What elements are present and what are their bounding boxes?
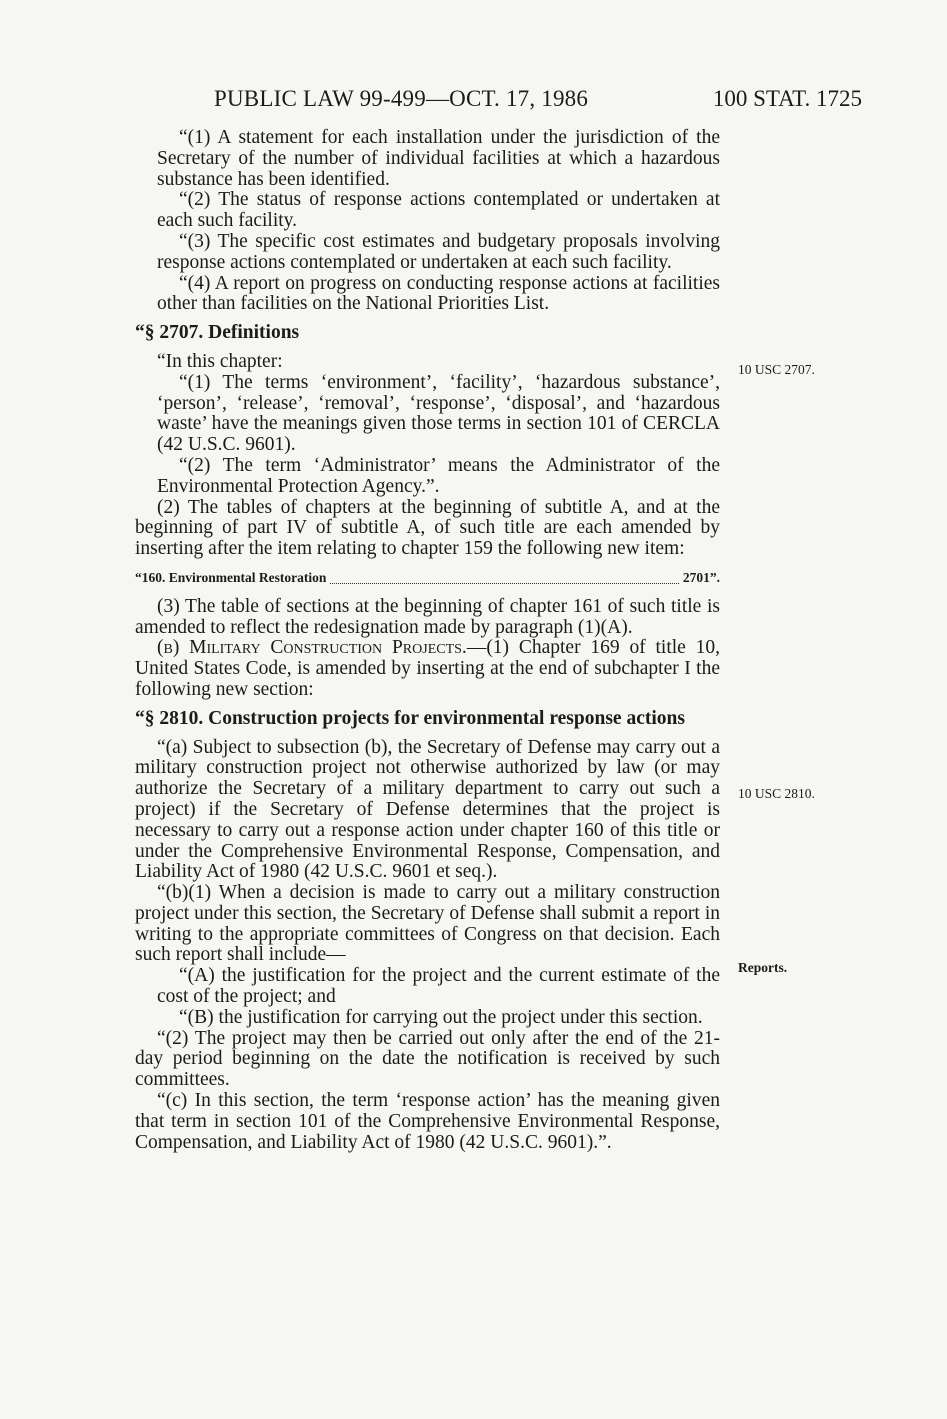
paragraph-12: “(b)(1) When a decision is made to carry out a military construction project under this section, the Secretary of Defense shall submit a report in writing to the appropriate committees of Congress on that decision. Each such report shall include— — [135, 882, 720, 966]
paragraph-14: “(B) the justification for carrying out the project under this section. — [179, 1006, 703, 1028]
paragraph-4: “(4) A report on progress on conducting response actions at facilities other than facilities on the National Priorities List. — [157, 272, 720, 315]
table-of-chapters-entry — [135, 568, 720, 589]
paragraph-13: “(A) the justification for the project and the current estimate of the cost of the project; and — [157, 965, 720, 1008]
toc-leader-dots — [330, 568, 679, 584]
page-header — [214, 86, 862, 116]
margin-note-10-usc-2810: 10 USC 2810. — [738, 786, 815, 801]
header-stat-citation: 100 STAT. 1725 — [712, 86, 862, 111]
paragraph-1: “(1) A statement for each installation under the jurisdiction of the Secretary of the number of individual facilities at which a hazardous substance has been identified. — [157, 127, 720, 190]
paragraph-10 — [135, 638, 720, 700]
paragraph-10-text: —(1) Chapter 169 of title 10, United States Code, is amended by inserting at the end of subchapter I the following new section: — [135, 637, 720, 700]
margin-note-10-usc-2707: 10 USC 2707. — [738, 362, 815, 377]
header-title: PUBLIC LAW 99-499—OCT. 17, 1986 — [214, 86, 589, 111]
section-2810-heading: “§ 2810. Construction projects for environmental response actions — [135, 707, 685, 729]
subsection-heading: (b) Military Construction Projects. — [157, 637, 467, 659]
paragraph-7: “(2) The term ‘Administrator’ means the Administrator of the Environmental Protection Agency.”. — [157, 454, 720, 497]
paragraph-2: “(2) The status of response actions contemplated or undertaken at each such facility. — [157, 189, 720, 232]
section-2707-heading: “§ 2707. Definitions — [135, 322, 300, 344]
toc-entry-label: “160. Environmental Restoration — [135, 569, 327, 585]
body-text — [135, 128, 720, 1153]
paragraph-16: “(c) In this section, the term ‘response action’ has the meaning given that term in section 101 of the Comprehensive Environmental Response, Compensation, and Liability Act of 1980 (42 U.S.C. 9601).”. — [135, 1090, 720, 1153]
paragraph-15: “(2) The project may then be carried out only after the end of the 21-day period beginning on the date the notification is received by such committees. — [135, 1027, 720, 1091]
paragraph-6: “(1) The terms ‘environment’, ‘facility’, ‘hazardous substance’, ‘person’, ‘release’, ‘removal’, ‘response’, ‘disposal’, and ‘hazardous waste’ have the meanings given those terms in section 101 of CERCLA (42 U.S.C. 9601). — [157, 371, 720, 456]
paragraph-5: “In this chapter: — [157, 350, 283, 372]
paragraph-3: “(3) The specific cost estimates and budgetary proposals involving response actions contemplated or undertaken at each such facility. — [157, 230, 720, 273]
paragraph-11: “(a) Subject to subsection (b), the Secretary of Defense may carry out a military construction project not otherwise authorized by law (or may authorize the Secretary of a military department to carry out such a project) if the Secretary of Defense determines that the project is necessary to carry out a response action under chapter 160 of this title or under the Comprehensive Environmental Response, Compensation, and Liability Act of 1980 (42 U.S.C. 9601 et seq.). — [135, 736, 720, 883]
toc-entry-number: 2701”. — [682, 569, 720, 585]
margin-note-reports: Reports. — [738, 960, 788, 975]
paragraph-9: (3) The table of sections at the beginning of chapter 161 of such title is amended to reflect the redesignation made by paragraph (1)(A). — [135, 595, 720, 638]
paragraph-8: (2) The tables of chapters at the beginning of subtitle A, and at the beginning of part IV of subtitle A, of such title are each amended by inserting after the item relating to chapter 159 the following new item: — [135, 496, 720, 560]
